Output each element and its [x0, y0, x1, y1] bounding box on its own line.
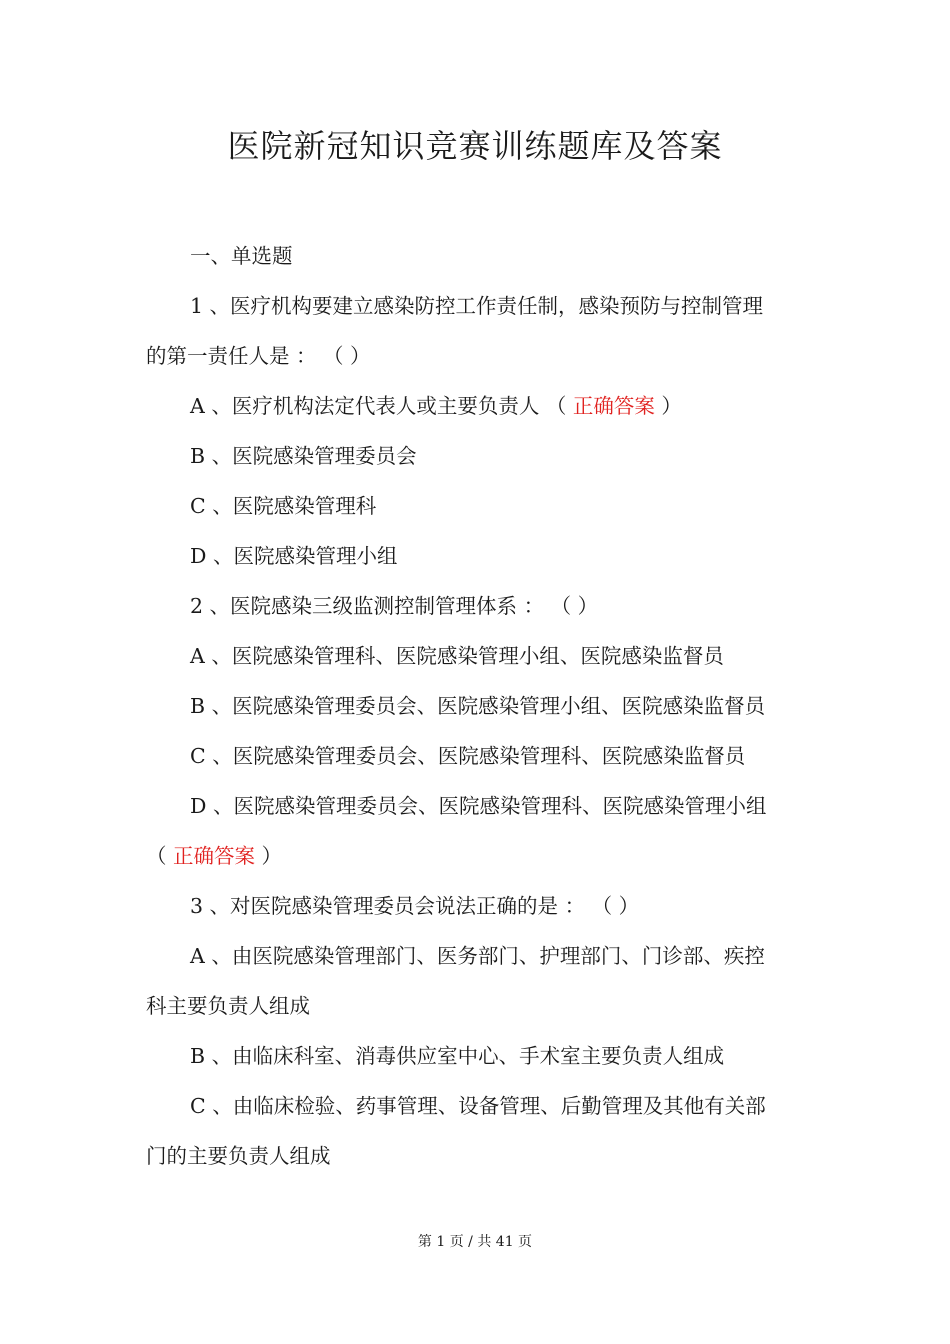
question-2-option-a: A 、医院感染管理科、医院感染管理小组、医院感染监督员 [190, 644, 724, 668]
page-number-footer: 第 1 页 / 共 41 页 [417, 1234, 533, 1250]
correct-answer-tag: 正确答案 [173, 844, 256, 868]
question-1-line-1: 1 、医疗机构要建立感染防控工作责任制，感染预防与控制管理 [190, 294, 764, 318]
question-1-option-b: B 、医院感染管理委员会 [190, 444, 417, 468]
document-title: 医院新冠知识竞赛训练题库及答案 [227, 127, 723, 165]
option-a-text: A 、医疗机构法定代表人或主要负责人 （ [190, 394, 573, 418]
correct-answer-tag: 正确答案 [572, 394, 655, 418]
question-2-option-d: D 、医院感染管理委员会、医院感染管理科、医院感染管理小组 [190, 794, 767, 818]
question-3-option-c-line-1: C 、由临床检验、药事管理、设备管理、后勤管理及其他有关部 [190, 1094, 766, 1118]
question-2-option-d-answer [146, 841, 282, 871]
answer-open: （ [146, 844, 174, 868]
option-a-close: ） [654, 394, 682, 418]
question-3-option-a-line-2: 科主要负责人组成 [146, 994, 310, 1018]
question-1-option-d: D 、医院感染管理小组 [190, 544, 398, 568]
question-2: 2 、医院感染三级监测控制管理体系 ： （ ） [190, 594, 599, 618]
question-1-line-2: 的第一责任人是 ： （ ） [146, 344, 371, 368]
question-3-option-c-line-2: 门的主要负责人组成 [146, 1144, 331, 1168]
answer-close: ） [255, 844, 283, 868]
question-3-option-a-line-1: A 、由医院感染管理部门、医务部门、护理部门、门诊部、疾控 [190, 944, 765, 968]
question-1-option-c: C 、医院感染管理科 [190, 494, 377, 518]
question-1-option-a [190, 391, 682, 421]
section-heading: 一、单选题 [190, 244, 293, 268]
question-3: 3 、对医院感染管理委员会说法正确的是 ： （ ） [190, 894, 640, 918]
question-3-option-b: B 、由临床科室、消毒供应室中心、手术室主要负责人组成 [190, 1044, 725, 1068]
question-2-option-b: B 、医院感染管理委员会、医院感染管理小组、医院感染监督员 [190, 694, 766, 718]
question-2-option-c: C 、医院感染管理委员会、医院感染管理科、医院感染监督员 [190, 744, 746, 768]
